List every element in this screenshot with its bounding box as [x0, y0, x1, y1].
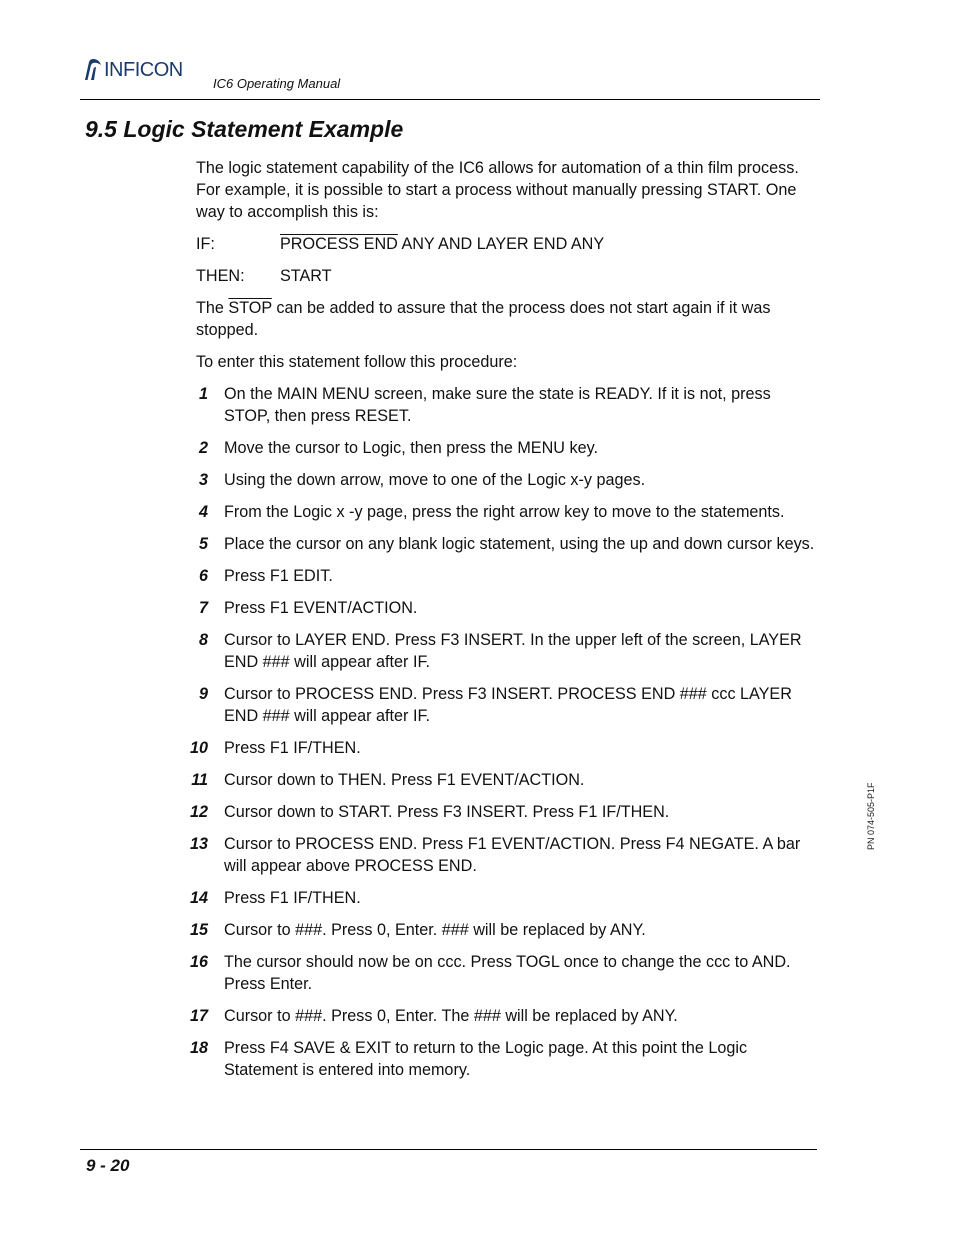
- step-number: 8: [198, 631, 208, 649]
- step-number: 16: [189, 953, 208, 971]
- step-number: 11: [191, 771, 208, 789]
- procedure-step: [191, 769, 818, 791]
- procedure-step: [196, 469, 818, 491]
- stop-note-before: The: [196, 299, 229, 317]
- step-text: On the MAIN MENU screen, make sure the state is READY. If it is not, press STOP, then press RESET.: [224, 385, 771, 425]
- step-number: 10: [189, 739, 208, 757]
- procedure-step: [189, 919, 818, 941]
- procedure-intro: To enter this statement follow this procedure:: [196, 353, 518, 371]
- step-number: 9: [198, 685, 208, 703]
- procedure-step: [196, 597, 818, 619]
- step-number: 2: [198, 439, 208, 457]
- logo-wordmark: INFICON: [104, 59, 183, 81]
- step-text: Cursor to PROCESS END. Press F1 EVENT/ACTION. Press F4 NEGATE. A bar will appear above PROCESS END.: [224, 835, 801, 875]
- procedure-step: [189, 833, 818, 877]
- procedure-step: [196, 629, 818, 673]
- step-text: Cursor to PROCESS END. Press F3 INSERT. PROCESS END ### ccc LAYER END ### will appear after IF.: [224, 685, 792, 725]
- if-condition-rest: ANY AND LAYER END ANY: [397, 235, 605, 253]
- then-line: [196, 265, 818, 287]
- procedure-step: [189, 887, 818, 909]
- inficon-logo-icon: [82, 59, 102, 81]
- step-number: 4: [198, 503, 208, 521]
- intro-paragraph: The logic statement capability of the IC6 allows for automation of a thin film process. For example, it is possible to start a process without manually pressing START. One way to accomplish this is:: [196, 159, 799, 221]
- if-condition: [280, 233, 604, 255]
- step-text: Cursor down to THEN. Press F1 EVENT/ACTION.: [224, 771, 585, 789]
- procedure-steps: [189, 383, 818, 1081]
- step-number: 13: [189, 835, 208, 853]
- step-text: Move the cursor to Logic, then press the MENU key.: [224, 439, 598, 457]
- step-text: Press F1 IF/THEN.: [224, 739, 361, 757]
- procedure-step: [189, 1037, 818, 1081]
- step-number: 7: [198, 599, 208, 617]
- step-text: The cursor should now be on ccc. Press TOGL once to change the ccc to AND. Press Enter.: [224, 953, 791, 993]
- procedure-step: [189, 1005, 818, 1027]
- step-text: Press F1 EDIT.: [224, 567, 333, 585]
- then-label: THEN:: [196, 267, 245, 285]
- step-number: 17: [189, 1007, 208, 1025]
- step-text: Cursor to LAYER END. Press F3 INSERT. In the upper left of the screen, LAYER END ### will appear after IF.: [224, 631, 802, 671]
- procedure-step: [189, 801, 818, 823]
- procedure-step: [196, 383, 818, 427]
- procedure-step: [196, 683, 818, 727]
- if-line: [196, 233, 818, 255]
- step-text: Cursor to ###. Press 0, Enter. The ### will be replaced by ANY.: [224, 1007, 678, 1025]
- stop-note-after: can be added to assure that the process does not start again if it was stopped.: [196, 299, 771, 339]
- negated-process-end: PROCESS END: [280, 235, 398, 253]
- step-text: Place the cursor on any blank logic statement, using the up and down cursor keys.: [224, 535, 815, 553]
- step-text: Cursor down to START. Press F3 INSERT. Press F1 IF/THEN.: [224, 803, 670, 821]
- inficon-logo: [82, 58, 183, 82]
- step-number: 6: [198, 567, 208, 585]
- procedure-step: [196, 533, 818, 555]
- footer-divider: [80, 1149, 817, 1150]
- section-title: 9.5 Logic Statement Example: [85, 116, 404, 142]
- procedure-step: [196, 437, 818, 459]
- procedure-step: [196, 565, 818, 587]
- then-action: START: [280, 267, 332, 285]
- step-number: 12: [189, 803, 208, 821]
- step-number: 14: [189, 889, 208, 907]
- step-text: Press F1 IF/THEN.: [224, 889, 361, 907]
- negated-stop: STOP: [228, 299, 272, 317]
- body-content: [189, 157, 818, 1091]
- page-number: 9 - 20: [86, 1156, 130, 1175]
- if-label: IF:: [196, 235, 215, 253]
- procedure-step: [189, 951, 818, 995]
- page-header: [80, 56, 820, 100]
- step-number: 15: [189, 921, 208, 939]
- step-text: Press F4 SAVE & EXIT to return to the Logic page. At this point the Logic Statement is entered into memory.: [224, 1039, 748, 1079]
- step-number: 3: [198, 471, 208, 489]
- procedure-step: [196, 501, 818, 523]
- stop-note-paragraph: [196, 297, 818, 341]
- step-text: From the Logic x -y page, press the right arrow key to move to the statements.: [224, 503, 785, 521]
- step-text: Using the down arrow, move to one of the Logic x-y pages.: [224, 471, 646, 489]
- procedure-step: [189, 737, 818, 759]
- step-number: 18: [189, 1039, 208, 1057]
- step-number: 1: [198, 385, 208, 403]
- header-divider: [80, 99, 820, 100]
- manual-title: IC6 Operating Manual: [213, 76, 341, 91]
- step-number: 5: [198, 535, 208, 553]
- side-part-number: PN 074-505-P1F: [866, 782, 876, 850]
- step-text: Press F1 EVENT/ACTION.: [224, 599, 418, 617]
- step-text: Cursor to ###. Press 0, Enter. ### will be replaced by ANY.: [224, 921, 646, 939]
